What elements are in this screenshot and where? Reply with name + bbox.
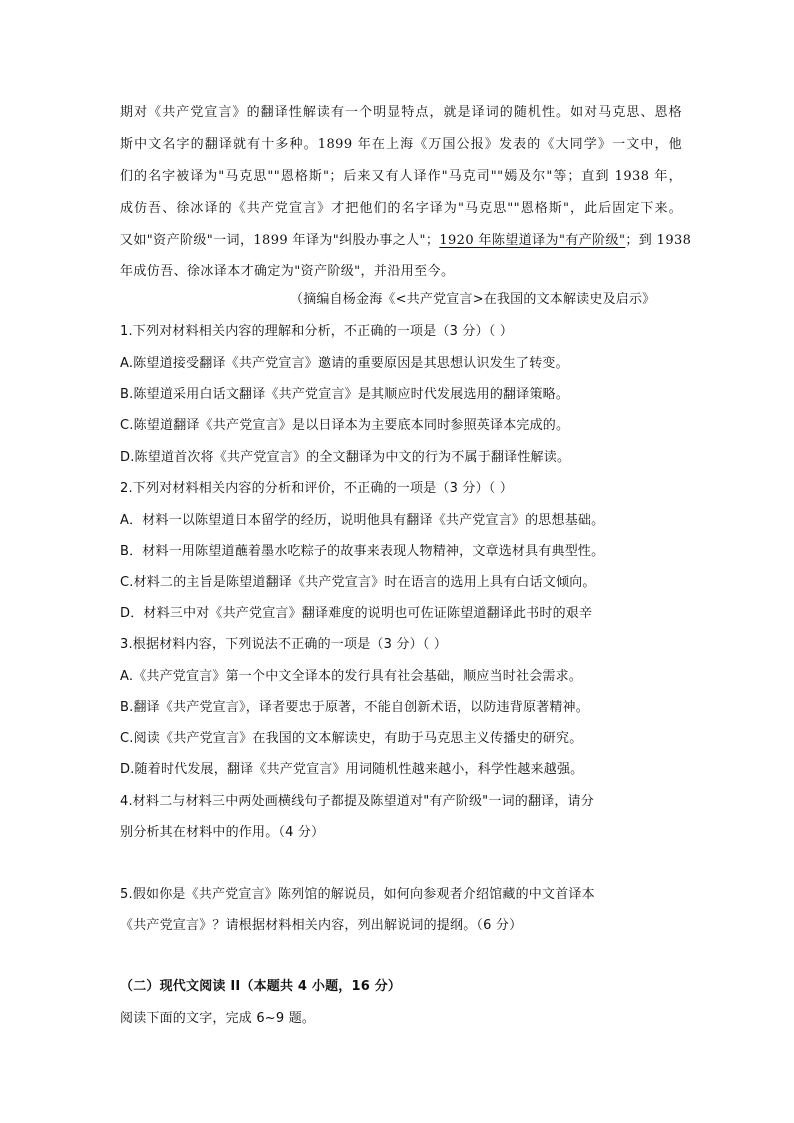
q2-option-c: C.材料二的主旨是陈望道翻译《共产党宣言》时在语言的选用上具有白话文倾向。 [120,575,596,590]
passage-line-3: 们的名字被译为"马克思""恩格斯"；后来又有人译作"马克司""嫣及尔"等；直到 1938 年， [120,169,682,184]
passage-underlined-sentence: 1920 年陈望道译为"有产阶级" [439,233,626,248]
passage-line-4: 成仿吾、徐冰译的《共产党宣言》才把他们的名字译为"马克思""恩格斯"，此后固定下来。 [120,201,682,216]
q2-option-b: B．材料一用陈望道蘸着墨水吃粽子的故事来表现人物精神，文章选材具有典型性。 [120,544,605,559]
passage-line-1: 期对《共产党宣言》的翻译性解读有一个明显特点，就是译词的随机性。如对马克思、恩格 [120,105,682,120]
passage-line-5 [120,224,691,257]
section-heading: （二）现代文阅读 II（本题共 4 小题，16 分） [120,979,402,994]
q1-option-b: B.陈望道采用白话文翻译《共产党宣言》是其顺应时代发展选用的翻译策略。 [120,387,570,402]
passage-line-5-before: 又如"资产阶级"一词，1899 年译为"纠股办事之人"； [120,233,440,248]
q2-stem: 2.下列对材料相关内容的分析和评价，不正确的一项是（3 分）（ ） [120,481,514,496]
q2-option-d: D．材料三中对《共产党宣言》翻译难度的说明也可佐证陈望道翻译此书时的艰辛 [120,606,593,621]
q3-option-c: C.阅读《共产党宣言》在我国的文本解读史，有助于马克思主义传播史的研究。 [120,731,583,746]
q5-line-1: 5.假如你是《共产党宣言》陈列馆的解说员，如何向参观者介绍馆藏的中文首译本 [120,887,595,902]
source-citation: （摘编自杨金海《<共产党宣言>在我国的文本解读史及启示》 [290,292,656,307]
q3-option-b: B.翻译《共产党宣言》，译者要忠于原著，不能自创新术语，以防违背原著精神。 [120,700,589,715]
q1-option-a: A.陈望道接受翻译《共产党宣言》邀请的重要原因是其思想认识发生了转变。 [120,356,569,371]
q1-option-d: D.陈望道首次将《共产党宣言》的全文翻译为中文的行为不属于翻译性解读。 [120,450,571,465]
q2-option-a: A．材料一以陈望道日本留学的经历，说明他具有翻译《共产党宣言》的思想基础。 [120,513,605,528]
passage-line-2: 斯中文名字的翻译就有十多种。1899 年在上海《万国公报》发表的《大同学》一文中，他 [120,137,682,152]
q1-option-c: C.陈望道翻译《共产党宣言》是以日译本为主要底本同时参照英译本完成的。 [120,418,570,433]
section-instruction: 阅读下面的文字，完成 6~9 题。 [120,1011,316,1026]
passage-line-5-after: ；到 1938 [625,233,692,248]
q3-option-d: D.随着时代发展，翻译《共产党宣言》用词随机性越来越小，科学性越来越强。 [120,762,584,777]
q5-line-2: 《共产党宣言》？请根据材料相关内容，列出解说词的提纲。（6 分） [120,918,523,933]
q4-line-2: 别分析其在材料中的作用。（4 分） [120,825,325,840]
q3-stem: 3.根据材料内容，下列说法不正确的一项是（3 分）（ ） [120,637,448,652]
q1-stem: 1.下列对材料相关内容的理解和分析，不正确的一项是（3 分）（ ） [120,324,514,339]
q3-option-a: A.《共产党宣言》第一个中文全译本的发行具有社会基础，顺应当时社会需求。 [120,669,582,684]
passage-line-6: 年成仿吾、徐冰译本才确定为"资产阶级"，并沿用至今。 [120,264,455,279]
q4-line-1: 4.材料二与材料三中两处画横线句子都提及陈望道对"有产阶级"一词的翻译，请分 [120,794,594,809]
